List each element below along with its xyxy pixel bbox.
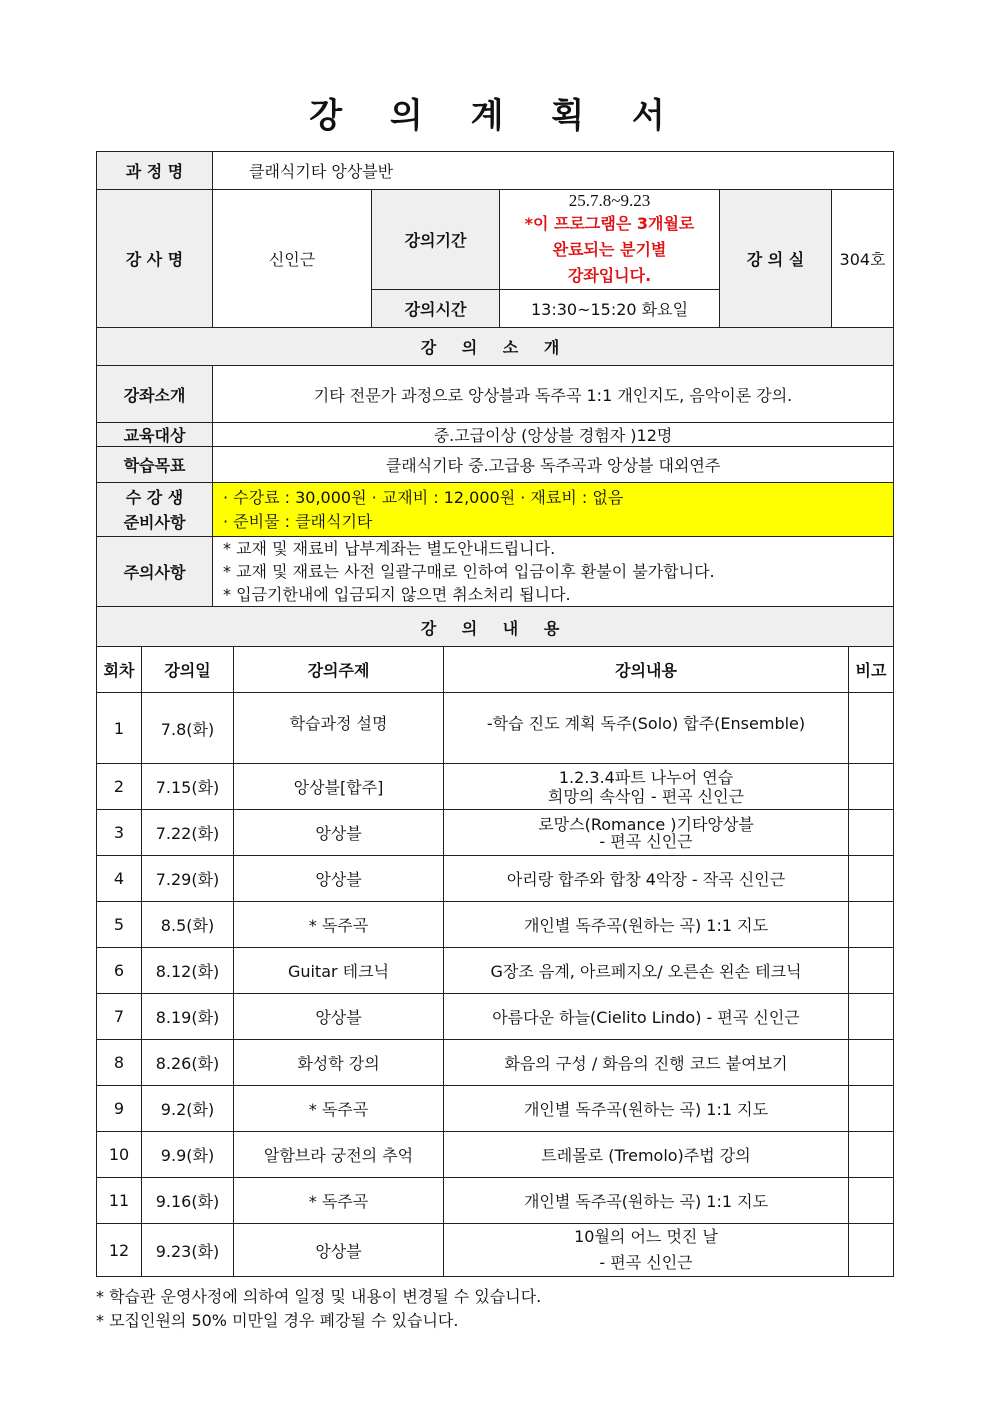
session-content: 아리랑 합주와 합창 4악장 - 작곡 신인근 <box>444 856 849 902</box>
table-row <box>97 1178 894 1224</box>
session-no: 9 <box>97 1086 142 1132</box>
prep-line1: · 수강료 : 30,000원 · 교재비 : 12,000원 · 재료비 : 없음 <box>223 487 624 507</box>
table-row <box>97 994 894 1040</box>
session-topic: * 독주곡 <box>234 1178 444 1224</box>
prep-label-line1: 수 강 생 <box>125 487 184 507</box>
target-label: 교육대상 <box>97 423 213 447</box>
session-content: 개인별 독주곡(원하는 곡) 1:1 지도 <box>444 1178 849 1224</box>
prep-line2: · 준비물 : 클래식기타 <box>223 511 373 531</box>
period-dates: 25.7.8~9.23 <box>568 190 651 210</box>
intro-label: 강좌소개 <box>97 366 213 423</box>
session-note <box>849 1040 894 1086</box>
instructor-label: 강 사 명 <box>97 190 213 328</box>
header-topic: 강의주제 <box>234 647 444 693</box>
content-section-header: 강 의 내 용 <box>97 607 894 648</box>
session-date: 9.9(화) <box>142 1132 234 1178</box>
session-content: 개인별 독주곡(원하는 곡) 1:1 지도 <box>444 1086 849 1132</box>
session-content-line2: - 편곡 신인근 <box>599 831 693 851</box>
session-no: 12 <box>97 1224 142 1277</box>
session-note <box>849 764 894 810</box>
period-note-line1: *이 프로그램은 3개월로 <box>524 213 695 233</box>
session-topic: Guitar 테크닉 <box>234 948 444 994</box>
table-row <box>97 764 894 810</box>
session-date: 8.19(화) <box>142 994 234 1040</box>
prep-value <box>213 483 894 537</box>
session-content-line2: 희망의 속삭임 - 편곡 신인근 <box>547 786 745 806</box>
session-topic: 앙상블 <box>234 994 444 1040</box>
session-topic: 알함브라 궁전의 추억 <box>234 1132 444 1178</box>
room-label: 강 의 실 <box>720 190 832 328</box>
header-note: 비고 <box>849 647 894 693</box>
session-topic: 학습과정 설명 <box>234 693 444 764</box>
session-content-line2: - 편곡 신인근 <box>599 1253 693 1272</box>
session-no: 10 <box>97 1132 142 1178</box>
course-info-table <box>96 151 894 648</box>
schedule-table <box>96 646 894 1277</box>
room-value: 304호 <box>832 190 894 328</box>
prep-label <box>97 483 213 537</box>
session-content: 트레몰로 (Tremolo)주법 강의 <box>444 1132 849 1178</box>
session-topic: 화성학 강의 <box>234 1040 444 1086</box>
time-value: 13:30~15:20 화요일 <box>500 290 720 328</box>
table-row <box>97 810 894 856</box>
course-name: 클래식기타 앙상블반 <box>213 152 894 190</box>
period-cell <box>500 190 720 290</box>
period-note-line2: 완료되는 분기별 <box>552 239 667 259</box>
session-date: 8.26(화) <box>142 1040 234 1086</box>
cautions-value <box>213 537 894 607</box>
session-topic: 앙상블 <box>234 810 444 856</box>
session-note <box>849 1132 894 1178</box>
session-topic: * 독주곡 <box>234 902 444 948</box>
session-note <box>849 994 894 1040</box>
session-note <box>849 902 894 948</box>
session-content: -학습 진도 계획 독주(Solo) 합주(Ensemble) <box>444 693 849 764</box>
header-content: 강의내용 <box>444 647 849 693</box>
session-no: 1 <box>97 693 142 764</box>
session-date: 7.15(화) <box>142 764 234 810</box>
session-content: 화음의 구성 / 화음의 진행 코드 붙여보기 <box>444 1040 849 1086</box>
footer-notes <box>96 1285 541 1333</box>
footer-note: * 학습관 운영사정에 의하여 일정 및 내용이 변경될 수 있습니다. <box>96 1287 542 1306</box>
session-topic: 앙상블[합주] <box>234 764 444 810</box>
session-date: 7.29(화) <box>142 856 234 902</box>
table-row <box>97 1086 894 1132</box>
session-note <box>849 1224 894 1277</box>
caution-line: * 교재 및 재료비 납부계좌는 별도안내드립니다. <box>223 539 556 558</box>
session-note <box>849 1086 894 1132</box>
session-content <box>444 764 849 810</box>
session-no: 6 <box>97 948 142 994</box>
intro-value: 기타 전문가 과정으로 앙상블과 독주곡 1:1 개인지도, 음악이론 강의. <box>213 366 894 423</box>
session-date: 9.16(화) <box>142 1178 234 1224</box>
session-content-line1: 10월의 어느 멋진 날 <box>574 1227 718 1246</box>
session-content <box>444 1224 849 1277</box>
session-no: 7 <box>97 994 142 1040</box>
session-content <box>444 810 849 856</box>
table-row <box>97 902 894 948</box>
instructor-name: 신인근 <box>213 190 372 328</box>
session-topic: 앙상블 <box>234 856 444 902</box>
session-note <box>849 948 894 994</box>
header-date: 강의일 <box>142 647 234 693</box>
session-date: 7.8(화) <box>142 693 234 764</box>
caution-line: * 교재 및 재료는 사전 일괄구매로 인하여 입금이후 환불이 불가합니다. <box>223 562 715 581</box>
table-row <box>97 693 894 764</box>
session-date: 8.12(화) <box>142 948 234 994</box>
page-title: 강 의 계 획 서 <box>309 96 683 136</box>
goal-value: 클래식기타 중.고급용 독주곡과 앙상블 대외연주 <box>213 447 894 483</box>
session-date: 7.22(화) <box>142 810 234 856</box>
goal-label: 학습목표 <box>97 447 213 483</box>
header-session: 회차 <box>97 647 142 693</box>
session-content: G장조 음계, 아르페지오/ 오른손 왼손 테크닉 <box>444 948 849 994</box>
table-row <box>97 1224 894 1277</box>
session-no: 8 <box>97 1040 142 1086</box>
session-note <box>849 693 894 764</box>
footer-note: * 모집인원의 50% 미만일 경우 폐강될 수 있습니다. <box>96 1311 459 1330</box>
period-label: 강의기간 <box>372 190 500 290</box>
cautions-label: 주의사항 <box>97 537 213 607</box>
target-value: 중.고급이상 (앙상블 경험자 )12명 <box>213 423 894 447</box>
session-content: 개인별 독주곡(원하는 곡) 1:1 지도 <box>444 902 849 948</box>
caution-line: * 입금기한내에 입금되지 않으면 취소처리 됩니다. <box>223 585 571 604</box>
session-note <box>849 856 894 902</box>
session-no: 4 <box>97 856 142 902</box>
session-no: 2 <box>97 764 142 810</box>
session-topic: 앙상블 <box>234 1224 444 1277</box>
prep-label-line2: 준비사항 <box>123 512 186 532</box>
session-date: 9.23(화) <box>142 1224 234 1277</box>
session-note <box>849 810 894 856</box>
session-no: 3 <box>97 810 142 856</box>
course-label: 과 정 명 <box>97 152 213 190</box>
session-note <box>849 1178 894 1224</box>
session-content-line1: 1.2.3.4파트 나누어 연습 <box>558 767 734 787</box>
time-label: 강의시간 <box>372 290 500 328</box>
table-row <box>97 1132 894 1178</box>
session-no: 11 <box>97 1178 142 1224</box>
session-no: 5 <box>97 902 142 948</box>
period-note-line3: 강좌입니다. <box>567 265 652 285</box>
session-date: 9.2(화) <box>142 1086 234 1132</box>
session-topic: * 독주곡 <box>234 1086 444 1132</box>
session-content-line1: 로망스(Romance )기타앙상블 <box>538 814 754 834</box>
table-row <box>97 1040 894 1086</box>
intro-section-header: 강 의 소 개 <box>97 328 894 366</box>
session-content: 아름다운 하늘(Cielito Lindo) - 편곡 신인근 <box>444 994 849 1040</box>
table-row <box>97 948 894 994</box>
session-date: 8.5(화) <box>142 902 234 948</box>
table-row <box>97 856 894 902</box>
